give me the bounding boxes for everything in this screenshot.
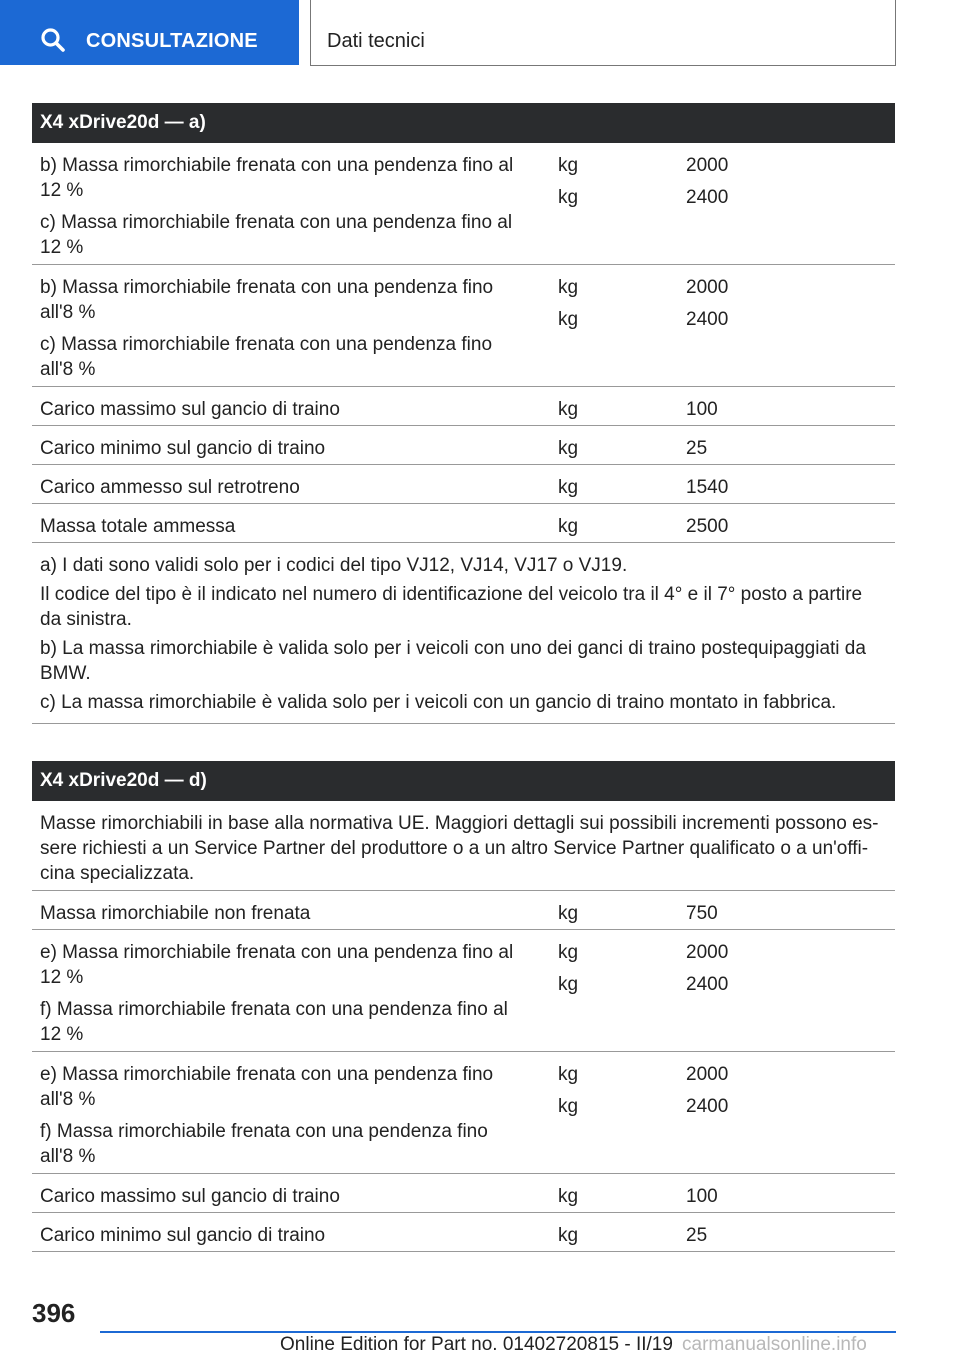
row-value: 25 <box>686 438 708 459</box>
row-value-line: 2400 <box>686 187 729 208</box>
row-description <box>40 940 520 1047</box>
row-unit: kg <box>558 1225 579 1246</box>
footnote: b) La massa rimorchiabile è valida solo per i veicoli con uno dei ganci di traino postequipaggiati da BMW. <box>40 638 866 684</box>
row-description: Massa totale ammessa <box>40 516 236 537</box>
row-unit <box>558 153 658 210</box>
row-value: 25 <box>686 1225 708 1246</box>
row-unit-line: kg <box>558 974 579 995</box>
footnote: Il codice del tipo è il indicato nel numero di identificazione del veicolo tra il 4° e il 7° posto a partire da sinistra. <box>40 584 863 630</box>
row-description: Carico massimo sul gancio di traino <box>40 1186 340 1207</box>
footer-divider <box>100 1331 896 1333</box>
row-value-line: 2000 <box>686 1064 729 1085</box>
row-unit <box>558 940 658 997</box>
table-row <box>32 1174 895 1213</box>
row-value <box>686 275 886 332</box>
table-row <box>32 387 895 426</box>
spec-table-a <box>32 103 895 724</box>
table-row <box>32 426 895 465</box>
table-heading: X4 xDrive20d — d) <box>32 761 895 801</box>
row-unit-line: kg <box>558 1096 579 1117</box>
row-unit-line: kg <box>558 309 579 330</box>
table-footnotes <box>32 543 895 724</box>
page-number: 396 <box>32 1298 76 1328</box>
row-description: Carico massimo sul gancio di traino <box>40 399 340 420</box>
row-value-line: 2000 <box>686 942 729 963</box>
row-description-line: e) Massa rimorchiabile frenata con una pendenza fino all'8 % <box>40 1064 494 1110</box>
row-unit-line: kg <box>558 155 579 176</box>
search-icon <box>40 27 66 53</box>
table-row <box>32 891 895 930</box>
row-description-line: e) Massa rimorchiabile frenata con una pendenza fino al 12 % <box>40 942 514 988</box>
row-value: 750 <box>686 903 718 924</box>
row-description: Carico minimo sul gancio di traino <box>40 1225 326 1246</box>
row-description: Carico minimo sul gancio di traino <box>40 438 326 459</box>
section-title-tab <box>310 0 896 66</box>
row-unit-line: kg <box>558 1064 579 1085</box>
row-description-line: b) Massa rimorchiabile frenata con una pendenza fino al 12 % <box>40 155 514 201</box>
table-row <box>32 265 895 387</box>
row-unit: kg <box>558 1186 579 1207</box>
row-description: Massa rimorchiabile non frenata <box>40 903 311 924</box>
row-unit: kg <box>558 516 579 537</box>
page-header <box>0 0 960 66</box>
row-description-line: f) Massa rimorchiabile frenata con una pendenza fino al 12 % <box>40 999 508 1045</box>
row-value <box>686 940 886 997</box>
row-value <box>686 1062 886 1119</box>
table-intro: Masse rimorchiabili in base alla normativa UE. Maggiori dettagli sui possibili incrementi possono es-sere richiesti a un Service Partner del produttore o a un altro Service Partner qualificato o a un'offi-cina specializzata. <box>32 801 895 891</box>
row-value: 1540 <box>686 477 729 498</box>
row-value: 2500 <box>686 516 729 537</box>
row-description-line: c) Massa rimorchiabile frenata con una pendenza fino al 12 % <box>40 212 513 258</box>
row-description-line: f) Massa rimorchiabile frenata con una pendenza fino all'8 % <box>40 1121 488 1167</box>
row-description-line: b) Massa rimorchiabile frenata con una pendenza fino all'8 % <box>40 277 494 323</box>
footnote: c) La massa rimorchiabile è valida solo per i veicoli con un gancio di traino montato in fabbrica. <box>40 692 837 713</box>
row-value-line: 2400 <box>686 1096 729 1117</box>
row-value-line: 2400 <box>686 309 729 330</box>
table-heading: X4 xDrive20d — a) <box>32 103 895 143</box>
row-unit-line: kg <box>558 187 579 208</box>
row-unit: kg <box>558 903 579 924</box>
row-description <box>40 1062 520 1169</box>
table-row <box>32 1213 895 1252</box>
row-value-line: 2400 <box>686 974 729 995</box>
row-value <box>686 153 886 210</box>
table-row <box>32 930 895 1052</box>
row-unit: kg <box>558 438 579 459</box>
section-title: Dati tecnici <box>327 30 425 52</box>
row-unit-line: kg <box>558 942 579 963</box>
row-unit: kg <box>558 399 579 420</box>
row-unit <box>558 275 658 332</box>
row-description: Carico ammesso sul retrotreno <box>40 477 300 498</box>
table-row <box>32 504 895 543</box>
watermark: carmanualsonline.info <box>682 1334 867 1355</box>
row-description <box>40 275 520 382</box>
row-unit: kg <box>558 477 579 498</box>
consultation-label: CONSULTAZIONE <box>86 30 258 52</box>
table-row <box>32 143 895 265</box>
row-unit <box>558 1062 658 1119</box>
footnote: a) I dati sono validi solo per i codici del tipo VJ12, VJ14, VJ17 o VJ19. <box>40 555 628 576</box>
spec-table-d <box>32 761 895 1252</box>
row-value: 100 <box>686 1186 718 1207</box>
edition-text: Online Edition for Part no. 01402720815 - II/19 <box>280 1334 673 1355</box>
consultation-tab[interactable] <box>0 0 299 65</box>
row-unit-line: kg <box>558 277 579 298</box>
row-description-line: c) Massa rimorchiabile frenata con una pendenza fino all'8 % <box>40 334 493 380</box>
table-row <box>32 1052 895 1174</box>
row-value-line: 2000 <box>686 277 729 298</box>
row-description <box>40 153 520 260</box>
row-value-line: 2000 <box>686 155 729 176</box>
table-row <box>32 465 895 504</box>
row-value: 100 <box>686 399 718 420</box>
